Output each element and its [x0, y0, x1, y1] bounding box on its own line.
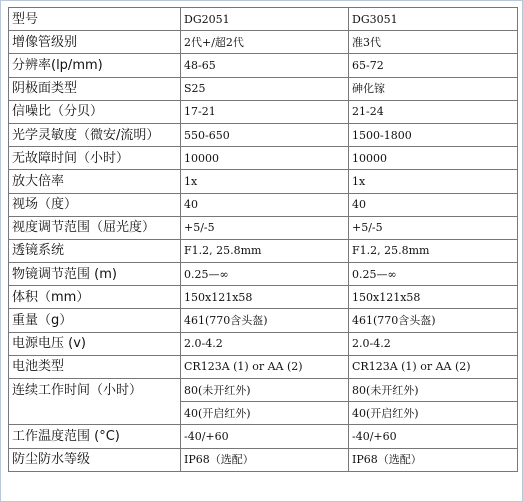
model-b-value-cell: 80(未开红外) — [349, 379, 518, 402]
model-a-value-cell: 2代+/超2代 — [181, 31, 349, 54]
table-header-row — [9, 8, 518, 31]
param-label-cell: 物镜调节范围 (m) — [9, 263, 181, 286]
param-label-cell: 分辨率(lp/mm) — [9, 54, 181, 77]
model-b-value-cell: 150x121x58 — [349, 286, 518, 309]
model-a-value-cell: 1x — [181, 170, 349, 193]
param-label-cell: 无故障时间（小时） — [9, 147, 181, 170]
header-model-b-cell: DG3051 — [349, 8, 518, 31]
model-a-value-cell: CR123A (1) or AA (2) — [181, 355, 349, 378]
model-b-value-cell: 1x — [349, 170, 518, 193]
model-a-value-cell: 150x121x58 — [181, 286, 349, 309]
model-b-value-cell: 461(770含头盔) — [349, 309, 518, 332]
param-label-continuation-cell — [9, 402, 181, 425]
model-b-value-cell: +5/-5 — [349, 216, 518, 239]
model-b-value-cell: 21-24 — [349, 100, 518, 123]
spec-table-body — [9, 8, 518, 472]
table-row — [9, 425, 518, 448]
spec-table — [8, 7, 518, 472]
model-a-value-cell: -40/+60 — [181, 425, 349, 448]
model-a-value-cell: 80(未开红外) — [181, 379, 349, 402]
param-label-cell: 重量（g） — [9, 309, 181, 332]
param-label-cell: 电池类型 — [9, 355, 181, 378]
table-row — [9, 263, 518, 286]
model-a-value-cell: S25 — [181, 77, 349, 100]
model-b-value-cell: 准3代 — [349, 31, 518, 54]
table-row — [9, 355, 518, 378]
model-b-value-cell: -40/+60 — [349, 425, 518, 448]
model-a-value-cell: 550-650 — [181, 123, 349, 146]
model-b-value-cell: 40(开启红外) — [349, 402, 518, 425]
param-label-cell: 工作温度范围 (°C) — [9, 425, 181, 448]
model-a-value-cell: 0.25—∞ — [181, 263, 349, 286]
param-label-cell: 信噪比（分贝） — [9, 100, 181, 123]
table-row — [9, 123, 518, 146]
table-row — [9, 193, 518, 216]
model-b-value-cell: CR123A (1) or AA (2) — [349, 355, 518, 378]
model-a-value-cell: IP68（选配） — [181, 448, 349, 471]
table-row — [9, 77, 518, 100]
param-label-cell: 阴极面类型 — [9, 77, 181, 100]
table-row — [9, 31, 518, 54]
model-a-value-cell: 2.0-4.2 — [181, 332, 349, 355]
param-label-cell: 透镜系统 — [9, 239, 181, 262]
model-a-value-cell: 48-65 — [181, 54, 349, 77]
model-a-value-cell: 40(开启红外) — [181, 402, 349, 425]
param-label-cell: 电源电压 (v) — [9, 332, 181, 355]
model-b-value-cell: 0.25—∞ — [349, 263, 518, 286]
param-label-cell: 增像管级别 — [9, 31, 181, 54]
model-a-value-cell: F1.2, 25.8mm — [181, 239, 349, 262]
table-row — [9, 309, 518, 332]
header-model-a-cell: DG2051 — [181, 8, 349, 31]
param-label-cell: 体积（mm） — [9, 286, 181, 309]
model-a-value-cell: 10000 — [181, 147, 349, 170]
model-b-value-cell: 10000 — [349, 147, 518, 170]
table-row — [9, 54, 518, 77]
table-row — [9, 332, 518, 355]
param-label-cell: 连续工作时间（小时） — [9, 379, 181, 402]
table-row — [9, 100, 518, 123]
param-label-cell: 放大倍率 — [9, 170, 181, 193]
table-row — [9, 379, 518, 402]
param-label-cell: 防尘防水等级 — [9, 448, 181, 471]
model-a-value-cell: +5/-5 — [181, 216, 349, 239]
table-row — [9, 448, 518, 471]
model-b-value-cell: 65-72 — [349, 54, 518, 77]
model-a-value-cell: 40 — [181, 193, 349, 216]
model-b-value-cell: 2.0-4.2 — [349, 332, 518, 355]
table-row — [9, 239, 518, 262]
param-label-cell: 光学灵敏度（微安/流明） — [9, 123, 181, 146]
model-b-value-cell: 砷化镓 — [349, 77, 518, 100]
param-label-cell: 视度调节范围（屈光度） — [9, 216, 181, 239]
model-b-value-cell: 40 — [349, 193, 518, 216]
model-a-value-cell: 461(770含头盔) — [181, 309, 349, 332]
model-b-value-cell: IP68（选配） — [349, 448, 518, 471]
table-row — [9, 170, 518, 193]
table-row — [9, 147, 518, 170]
table-row — [9, 216, 518, 239]
model-b-value-cell: F1.2, 25.8mm — [349, 239, 518, 262]
param-label-cell: 视场（度） — [9, 193, 181, 216]
table-row — [9, 286, 518, 309]
model-a-value-cell: 17-21 — [181, 100, 349, 123]
header-param-cell: 型号 — [9, 8, 181, 31]
table-row — [9, 402, 518, 425]
model-b-value-cell: 1500-1800 — [349, 123, 518, 146]
